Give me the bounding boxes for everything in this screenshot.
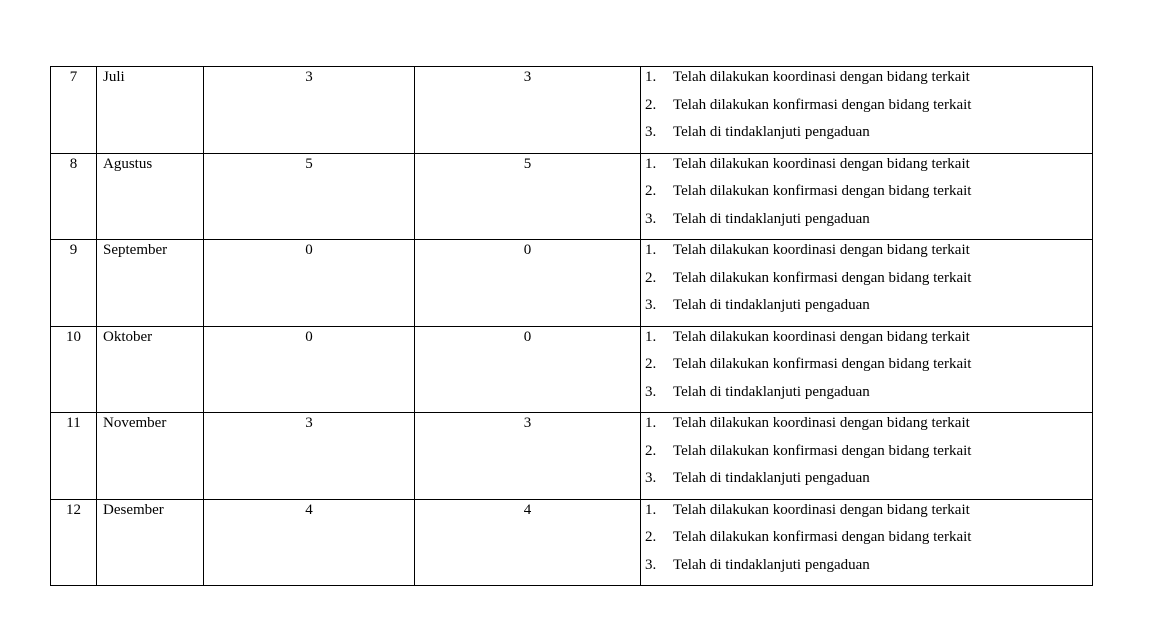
complaints-resolved-cell: 0 <box>415 240 641 327</box>
row-number-cell: 8 <box>51 153 97 240</box>
row-number-cell: 9 <box>51 240 97 327</box>
follow-up-item <box>641 330 1092 358</box>
follow-up-number: 2. <box>645 96 657 113</box>
follow-up-number: 3. <box>645 297 657 313</box>
table-row <box>51 153 1093 240</box>
follow-up-text: Telah di tindaklanjuti pengaduan <box>673 470 870 486</box>
follow-up-item <box>641 416 1092 444</box>
complaints-resolved-cell: 3 <box>415 413 641 500</box>
follow-up-item <box>641 530 1092 558</box>
follow-up-text: Telah di tindaklanjuti pengaduan <box>673 210 870 227</box>
month-cell: Agustus <box>97 153 204 240</box>
table-row <box>51 326 1093 413</box>
follow-up-text: Telah dilakukan koordinasi dengan bidang terkait <box>673 242 970 258</box>
follow-up-cell <box>641 240 1093 327</box>
follow-up-item <box>641 298 1092 326</box>
month-cell: Juli <box>97 67 204 154</box>
follow-up-number: 1. <box>645 69 657 85</box>
follow-up-item <box>641 70 1092 98</box>
follow-up-cell <box>641 153 1093 240</box>
table-row <box>51 240 1093 327</box>
complaints-resolved-cell: 3 <box>415 67 641 154</box>
month-cell: September <box>97 240 204 327</box>
row-number-cell: 11 <box>51 413 97 500</box>
follow-up-number: 3. <box>645 383 657 400</box>
follow-up-text: Telah dilakukan konfirmasi dengan bidang terkait <box>673 442 972 459</box>
follow-up-text: Telah dilakukan koordinasi dengan bidang terkait <box>673 69 970 85</box>
follow-up-item <box>641 184 1092 212</box>
follow-up-list <box>641 330 1092 413</box>
complaints-received-cell: 3 <box>204 413 415 500</box>
complaints-resolved-cell: 4 <box>415 499 641 586</box>
follow-up-text: Telah di tindaklanjuti pengaduan <box>673 556 870 573</box>
complaints-received-cell: 5 <box>204 153 415 240</box>
row-number-cell: 12 <box>51 499 97 586</box>
month-cell: Oktober <box>97 326 204 413</box>
table-row <box>51 413 1093 500</box>
follow-up-item <box>641 357 1092 385</box>
follow-up-list <box>641 70 1092 153</box>
follow-up-item <box>641 471 1092 499</box>
follow-up-item <box>641 212 1092 240</box>
follow-up-number: 3. <box>645 556 657 573</box>
follow-up-number: 3. <box>645 124 657 140</box>
follow-up-text: Telah di tindaklanjuti pengaduan <box>673 297 870 313</box>
follow-up-number: 3. <box>645 470 657 486</box>
follow-up-text: Telah dilakukan koordinasi dengan bidang terkait <box>673 328 970 345</box>
follow-up-number: 1. <box>645 242 657 258</box>
complaints-received-cell: 3 <box>204 67 415 154</box>
follow-up-text: Telah di tindaklanjuti pengaduan <box>673 383 870 400</box>
follow-up-number: 1. <box>645 328 657 345</box>
follow-up-list <box>641 503 1092 586</box>
follow-up-number: 2. <box>645 356 657 372</box>
follow-up-item <box>641 385 1092 413</box>
complaints-resolved-cell: 0 <box>415 326 641 413</box>
follow-up-number: 1. <box>645 155 657 172</box>
follow-up-item <box>641 243 1092 271</box>
follow-up-item <box>641 503 1092 531</box>
follow-up-item <box>641 157 1092 185</box>
follow-up-text: Telah dilakukan konfirmasi dengan bidang terkait <box>673 269 972 286</box>
table-row <box>51 499 1093 586</box>
row-number-cell: 10 <box>51 326 97 413</box>
follow-up-cell <box>641 413 1093 500</box>
follow-up-list <box>641 157 1092 240</box>
follow-up-text: Telah dilakukan konfirmasi dengan bidang terkait <box>673 529 972 545</box>
follow-up-number: 2. <box>645 269 657 286</box>
follow-up-item <box>641 271 1092 299</box>
follow-up-text: Telah di tindaklanjuti pengaduan <box>673 124 870 140</box>
follow-up-number: 2. <box>645 529 657 545</box>
follow-up-text: Telah dilakukan konfirmasi dengan bidang terkait <box>673 356 972 372</box>
follow-up-text: Telah dilakukan koordinasi dengan bidang terkait <box>673 415 970 431</box>
follow-up-number: 2. <box>645 183 657 199</box>
complaints-received-cell: 0 <box>204 326 415 413</box>
follow-up-cell <box>641 499 1093 586</box>
follow-up-text: Telah dilakukan koordinasi dengan bidang terkait <box>673 155 970 172</box>
complaints-received-cell: 0 <box>204 240 415 327</box>
row-number-cell: 7 <box>51 67 97 154</box>
follow-up-cell <box>641 67 1093 154</box>
follow-up-number: 2. <box>645 442 657 459</box>
follow-up-number: 1. <box>645 415 657 431</box>
follow-up-item <box>641 444 1092 472</box>
follow-up-cell <box>641 326 1093 413</box>
follow-up-text: Telah dilakukan koordinasi dengan bidang terkait <box>673 501 970 518</box>
follow-up-list <box>641 416 1092 499</box>
follow-up-list <box>641 243 1092 326</box>
follow-up-number: 3. <box>645 210 657 227</box>
follow-up-item <box>641 98 1092 126</box>
complaint-table <box>50 66 1093 586</box>
follow-up-text: Telah dilakukan konfirmasi dengan bidang terkait <box>673 96 972 113</box>
follow-up-text: Telah dilakukan konfirmasi dengan bidang terkait <box>673 183 972 199</box>
table-row <box>51 67 1093 154</box>
month-cell: November <box>97 413 204 500</box>
follow-up-item <box>641 125 1092 153</box>
table-body <box>51 67 1093 586</box>
complaints-resolved-cell: 5 <box>415 153 641 240</box>
follow-up-number: 1. <box>645 501 657 518</box>
month-cell: Desember <box>97 499 204 586</box>
complaints-received-cell: 4 <box>204 499 415 586</box>
follow-up-item <box>641 558 1092 586</box>
